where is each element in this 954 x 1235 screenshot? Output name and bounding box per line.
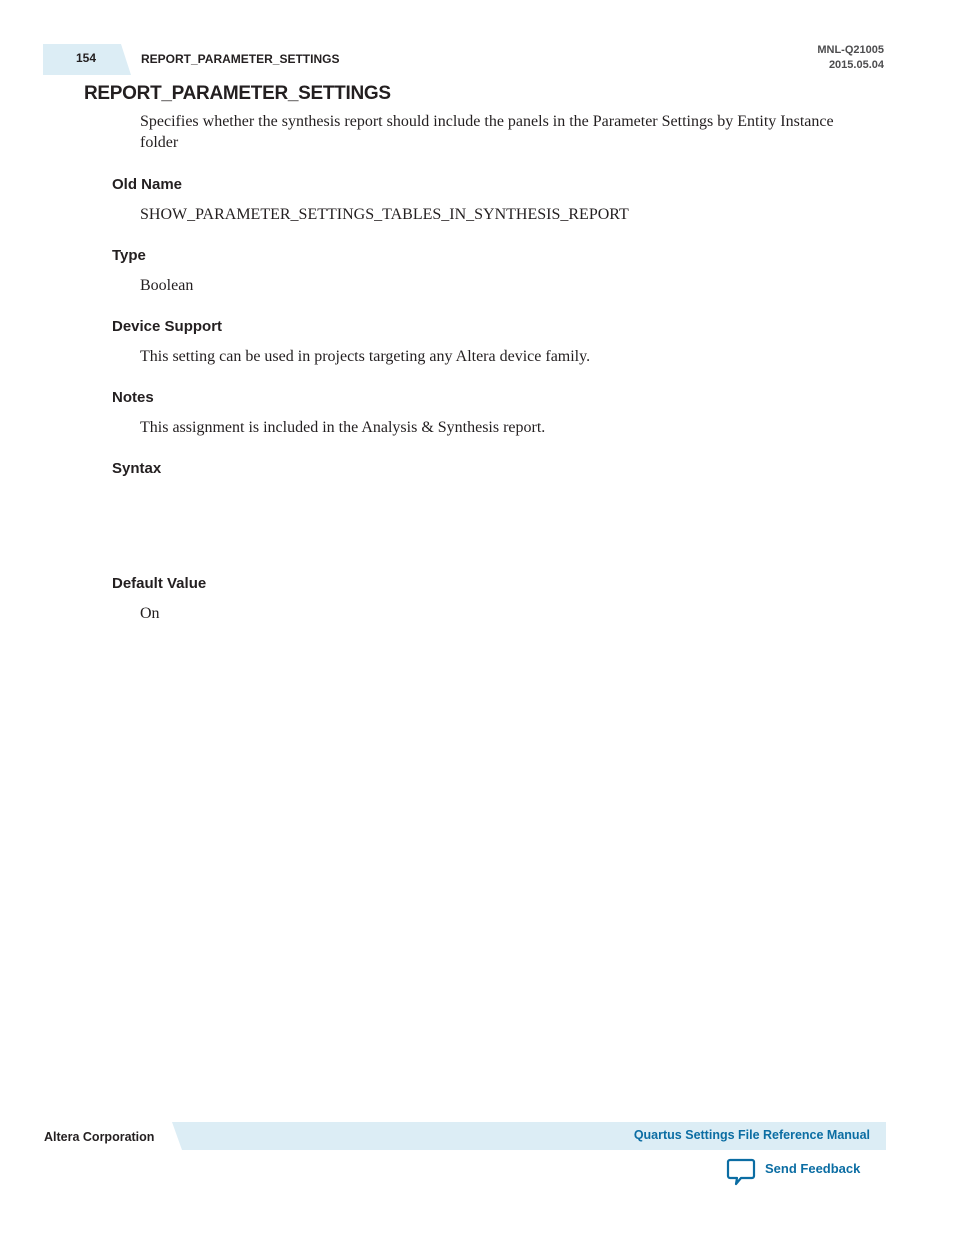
page-title: REPORT_PARAMETER_SETTINGS	[84, 83, 391, 104]
type-value: Boolean	[140, 277, 194, 294]
document-date: 2015.05.04	[828, 59, 884, 71]
setting-description: Specifies whether the synthesis report should include the panels in the Parameter Settings by Entity Instance folder	[140, 113, 834, 151]
send-feedback-link[interactable]	[726, 1157, 861, 1187]
notes-text: This assignment is included in the Analysis & Synthesis report.	[140, 419, 546, 436]
notes-heading: Notes	[112, 389, 154, 406]
manual-title[interactable]: Quartus Settings File Reference Manual	[633, 1128, 870, 1142]
default-value-text: On	[140, 605, 160, 622]
document-id: MNL-Q21005	[817, 44, 884, 56]
device-support-heading: Device Support	[112, 318, 223, 335]
type-heading: Type	[112, 247, 146, 264]
device-support-text: This setting can be used in projects targeting any Altera device family.	[140, 348, 591, 365]
default-value-heading: Default Value	[112, 575, 207, 592]
speech-bubble-icon	[726, 1157, 756, 1187]
old-name-value: SHOW_PARAMETER_SETTINGS_TABLES_IN_SYNTHESIS_REPORT	[140, 206, 629, 223]
document-id-block	[817, 43, 884, 73]
page-number: 154	[76, 51, 97, 65]
company-name: Altera Corporation	[44, 1130, 155, 1144]
running-title: REPORT_PARAMETER_SETTINGS	[141, 52, 340, 66]
syntax-heading: Syntax	[112, 460, 162, 477]
send-feedback-label: Send Feedback	[765, 1161, 861, 1176]
old-name-heading: Old Name	[112, 176, 183, 193]
